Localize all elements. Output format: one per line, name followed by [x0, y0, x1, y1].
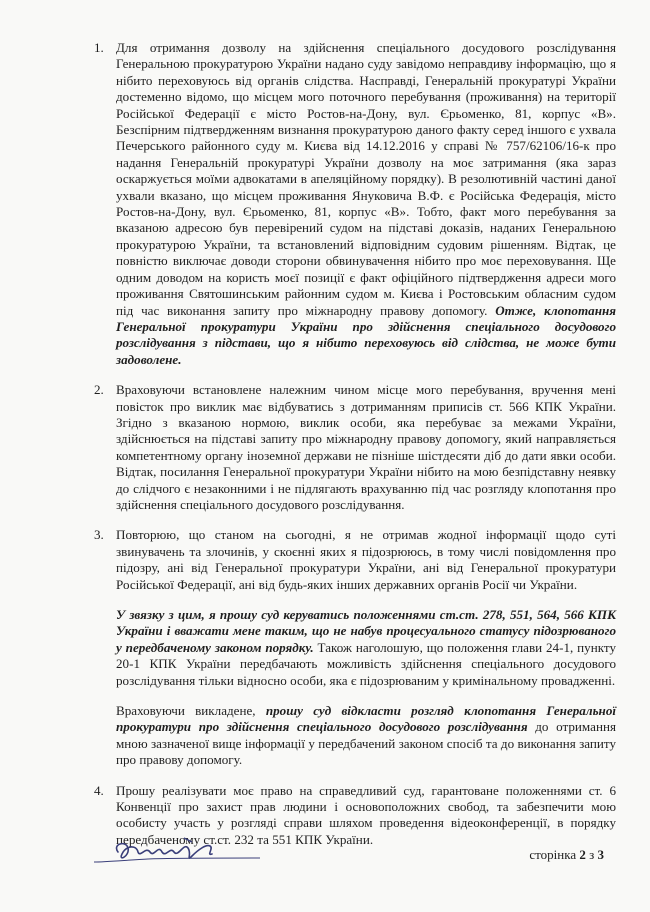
list-item: [94, 527, 617, 768]
body-text: Повторюю, що станом на сьогодні, я не отримав жодної інформації щодо суті звинувачень та злочинів, у скоєнні яких я підозрююсь, в тому числі повідомлення про підозру, ані від Генеральної прокуратури України, ані від Генеральної прокуратури Російської Федерації, ані від будь-яких інших державних органів Росії чи України.: [116, 527, 616, 592]
list-item-number: 2.: [94, 382, 104, 398]
page-number-separator: з: [585, 847, 598, 862]
emphasized-text: Отже, клопотання Генеральної прокуратури України про здійснення спеціального досудового розслідування з підстави, що я нібито переховуюсь від слідства, не може бути задоволене.: [116, 302, 616, 367]
body-text: Враховуючи встановлене належним чином місце мого перебування, вручення мені повісток про виклик має відбуватись з дотриманням приписів ст. 566 КПК України. Згідно з вказаною нормою, виклик особи, яка перебуває за межами України, здійснюється на підставі запиту про міжнародну правову допомогу, який направляється компетентному органу іноземної держави не пізніше шістдесяти діб до дати явки особи. Відтак, посилання Генеральної прокуратури України нібито на мою безпідставну неявку до слідчого є незаконними і не підлягають врахуванню під час розгляду клопотання про здійснення спеціального досудового розслідування.: [116, 382, 616, 512]
paragraph: [116, 382, 616, 513]
list-item-number: 4.: [94, 782, 104, 798]
body-text: до отримання мною зазначеної вище інформації у передбачений законом спосіб та до виконання запиту про правову допомогу.: [116, 719, 616, 768]
list-item-number: 1.: [94, 40, 104, 55]
numbered-list: [94, 40, 617, 862]
signature: [88, 832, 268, 872]
emphasized-text: У звязку з цим, я прошу суд керуватись положеннями ст.ст. 278, 551, 564, 566 КПК України і вважати мене таким, що не набув процесуального статусу підозрюваного у передбаченому законом порядку.: [116, 607, 616, 655]
paragraph: [116, 40, 616, 368]
paragraph: [116, 703, 616, 769]
list-item: [94, 40, 616, 368]
page-number-total: 3: [597, 847, 604, 862]
body-text: Також наголошую, що положення глави 24-1, пункту 20-1 КПК України передбачають можливість здійснення спеціального досудового розслідування тільки відносно особи, яка є підозрюваним у кримінальному провадженні.: [116, 639, 616, 688]
page-number: [529, 847, 604, 863]
page-number-current: 2: [579, 847, 586, 862]
list-item: [94, 382, 616, 513]
body-text: Для отримання дозволу на здійснення спеціального досудового розслідування Генеральною прокуратурою України надано суду завідомо неправдиву інформацію, що я нібито переховуюсь від органів слідства. Насправді, Генеральній прокуратурі України достеменно відомо, що місцем мого поточного перебування (проживання) на території Російської Федерації є місто Ростов-на-Дону, вул. Єрьоменко, 81, корпус «В». Безспірним підтвердженням визнання прокуратурою даного факту серед іншого є ухвала Печерського районного суду м. Києва від 14.12.2016 у справі № 757/62106/16-к про надання Генеральній прокуратурі України дозволу на моє затримання (яка зараз оскаржується моїми адвокатами в апеляційному порядку). В резолютивній частині даної ухвали вказано, що місцем проживання Януковича В.Ф. є Російська Федерація, місто Ростов-на-Дону, вул. Єрьоменко, 81, корпус «В». Тобто, факт мого перебування за вказаною адресою був перевірений судом на підставі доказів, наданих Генеральною прокуратурою України, та встановлений відповідним судовим рішенням. Відтак, це повністю виключає доводи сторони обвинувачення нібито про моє переховування. Ще одним доводом на користь моєї позиції є факт офіційного підтвердження адреси мого проживання Святошинським районним судом м. Києва і Ростовським обласним судом під час виконання запиту про міжнародну правову допомогу.: [116, 40, 616, 318]
body-text: Враховуючи викладене,: [116, 703, 266, 719]
list-item-number: 3.: [94, 527, 104, 543]
paragraph: [116, 607, 616, 689]
body-text: Прошу реалізувати моє право на справедливий суд, гарантоване положеннями ст. 6 Конвенції про захист прав людини і основоположних свобод, та забезпечити мою особисту участь у розгляді справи шляхом проведення відеоконференції, в порядку передбаченому ст.ст. 232 та 551 КПК України.: [116, 782, 616, 847]
page-number-prefix: сторінка: [529, 847, 580, 862]
emphasized-text: прошу суд відкласти розгляд клопотання Генеральної прокуратури про здійснення спеціального досудового розслідування: [116, 703, 617, 735]
paragraph: [116, 527, 616, 593]
